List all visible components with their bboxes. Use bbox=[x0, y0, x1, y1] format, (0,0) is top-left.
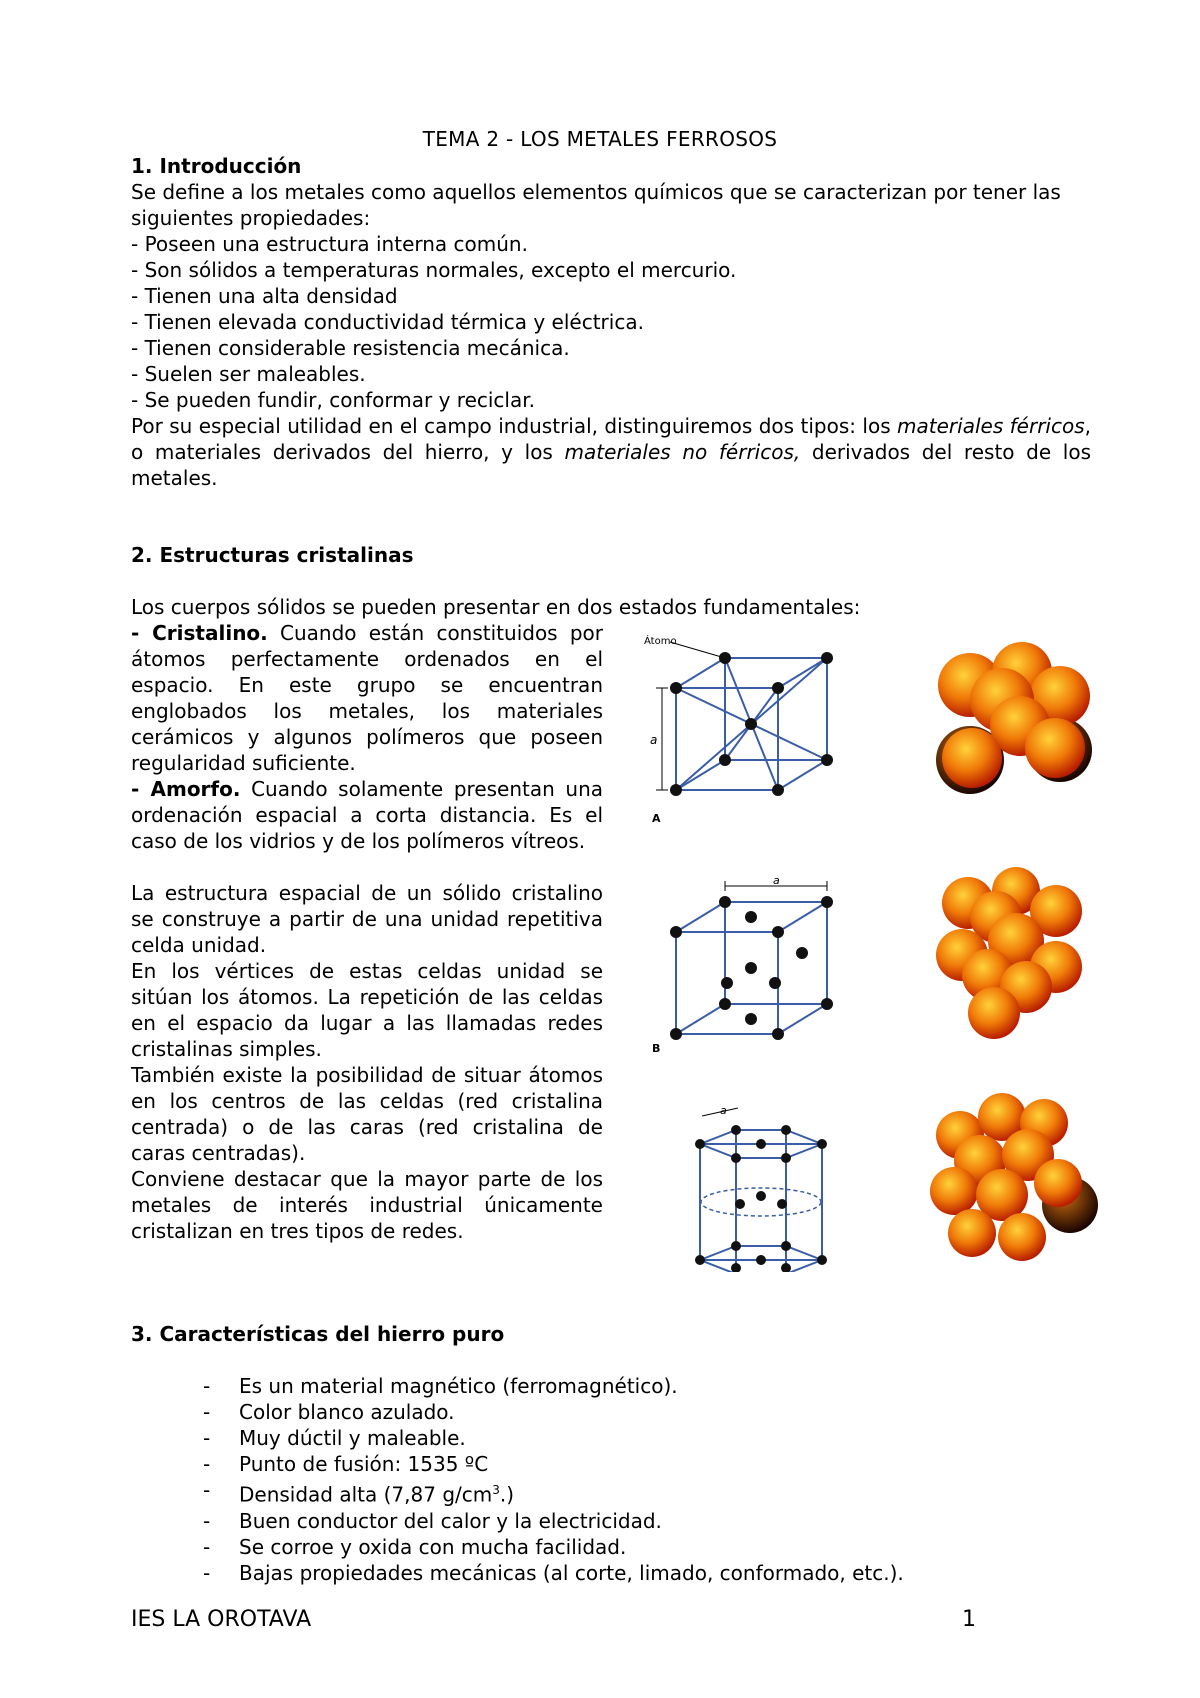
section-iron-heading bbox=[131, 1321, 1091, 1347]
property-item: - Suelen ser maleables. bbox=[131, 362, 366, 386]
figure-label-a: A bbox=[652, 812, 661, 825]
bcc-lattice-figure bbox=[640, 632, 850, 827]
property-item: - Se pueden fundir, conformar y reciclar. bbox=[131, 388, 535, 412]
section-heading-introduction: 1. Introducción bbox=[131, 154, 302, 178]
section-heading-crystal: 2. Estructuras cristalinas bbox=[131, 543, 414, 567]
cristalino-paragraph: - Cristalino. Cuando están constituidos por átomos perfectamente ordenados en el espacio. En este grupo se encuentran englobados los metales, los materiales cerámicos y algunos polímeros que poseen regularidad suficiente. bbox=[131, 621, 603, 775]
hcp-lattice-figure bbox=[690, 1102, 840, 1272]
list-item: - Es un material magnético (ferromagnético). bbox=[203, 1374, 678, 1398]
centered-paragraph: También existe la posibilidad de situar átomos en los centros de las celdas (red cristalina centrada) o de las caras (red cristalina de caras centradas). bbox=[131, 1063, 603, 1165]
conclusion-paragraph: Conviene destacar que la mayor parte de los metales de interés industrial únicamente cristalizan en tres tipos de redes. bbox=[131, 1167, 603, 1243]
fcc-sphere-model bbox=[936, 867, 1082, 1039]
intro-closing: Por su especial utilidad en el campo industrial, distinguiremos dos tipos: los materiales férricos, o materiales derivados del hierro, y los materiales no férricos, derivados del resto de los metales. bbox=[131, 414, 1092, 490]
list-item: - Se corroe y oxida con mucha facilidad. bbox=[203, 1534, 627, 1559]
vertices-paragraph: En los vértices de estas celdas unidad se sitúan los átomos. La repetición de las celdas en el espacio da lugar a las llamadas redes cristalinas simples. bbox=[131, 959, 603, 1061]
crystal-left-column bbox=[131, 620, 603, 1244]
hcp-sphere-model bbox=[930, 1093, 1098, 1261]
property-item: - Tienen una alta densidad bbox=[131, 284, 398, 308]
footer-school: IES LA OROTAVA bbox=[131, 1607, 312, 1632]
property-item: - Poseen una estructura interna común. bbox=[131, 232, 528, 256]
intro-lead: Se define a los metales como aquellos elementos químicos que se caracterizan por tener las siguientes propiedades: bbox=[131, 180, 1061, 230]
crystal-lead-block bbox=[131, 594, 1091, 620]
sphere-models bbox=[920, 640, 1100, 1280]
list-item: - Densidad alta (7,87 $g/cm^3$.) bbox=[203, 1478, 515, 1507]
section-crystal-heading bbox=[131, 542, 1091, 568]
property-item: - Tienen considerable resistencia mecánica. bbox=[131, 336, 570, 360]
iron-properties-list bbox=[203, 1373, 904, 1586]
property-item: - Son sólidos a temperaturas normales, excepto el mercurio. bbox=[131, 258, 737, 282]
section-introduction bbox=[131, 153, 1091, 491]
edge-length-label: a bbox=[650, 733, 658, 747]
edge-length-label-c: a bbox=[720, 1104, 727, 1117]
figure-label-b: B bbox=[652, 1042, 661, 1055]
crystal-lead: Los cuerpos sólidos se pueden presentar en dos estados fundamentales: bbox=[131, 595, 861, 619]
edge-length-label-b: a bbox=[773, 876, 780, 887]
list-item: - Bajas propiedades mecánicas (al corte, limado, conformado, etc.). bbox=[203, 1560, 904, 1585]
footer-page-number: 1 bbox=[962, 1607, 976, 1632]
list-item: - Muy dúctil y maleable. bbox=[203, 1426, 466, 1450]
list-item: - Buen conductor del calor y la electricidad. bbox=[203, 1508, 662, 1533]
bcc-sphere-model bbox=[936, 642, 1092, 794]
fcc-lattice-figure bbox=[640, 876, 850, 1056]
section-heading-iron: 3. Características del hierro puro bbox=[131, 1322, 505, 1346]
list-item: - Punto de fusión: 1535 ºC bbox=[203, 1452, 489, 1476]
page-title: TEMA 2 - LOS METALES FERROSOS bbox=[422, 127, 778, 151]
structure-paragraph: La estructura espacial de un sólido cristalino se construye a partir de una unidad repetitiva celda unidad. bbox=[131, 881, 603, 957]
atom-label: Átomo bbox=[644, 636, 677, 647]
list-item: - Color blanco azulado. bbox=[203, 1400, 455, 1424]
property-item: - Tienen elevada conductividad térmica y eléctrica. bbox=[131, 310, 644, 334]
amorfo-paragraph: - Amorfo. Cuando solamente presentan una ordenación espacial a corta distancia. Es el caso de los vidrios y de los polímeros vítreos. bbox=[131, 777, 603, 853]
